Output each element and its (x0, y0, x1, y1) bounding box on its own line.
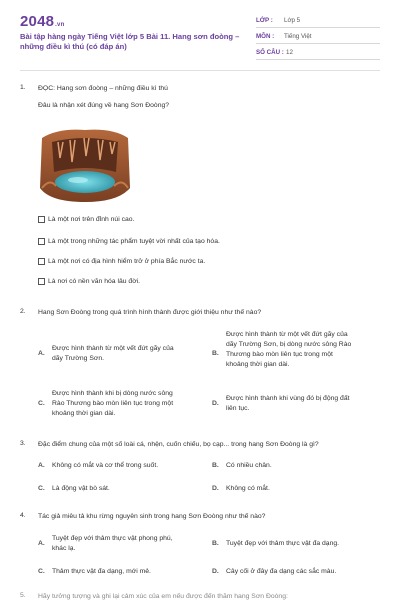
option-letter: C. (38, 568, 45, 575)
site-logo[interactable] (20, 13, 64, 30)
option-letter: D. (212, 400, 219, 407)
option-row[interactable] (38, 276, 140, 286)
option-letter: D. (212, 485, 219, 492)
option-line: liên tục. (226, 405, 250, 412)
header-divider (20, 70, 380, 71)
question-number: 2. (20, 308, 26, 315)
option-row[interactable] (38, 256, 205, 266)
option-b[interactable] (212, 330, 382, 372)
option-text: Cây cối ở đây đa dạng các sắc màu. (226, 568, 337, 575)
meta-subject (256, 30, 380, 44)
checkbox[interactable] (38, 216, 45, 223)
option-letter: A. (38, 462, 45, 469)
option-letter: D. (212, 568, 219, 575)
option-d[interactable] (212, 567, 382, 577)
question-text: ĐỌC: Hang sơn đoòng – những điều kì thú (38, 85, 168, 92)
option-text: Không có mắt và cơ thể trong suốt. (52, 462, 159, 469)
option-line: dãy Trường Sơn. (52, 355, 105, 362)
question-1-options (38, 236, 220, 246)
option-letter: C. (38, 485, 45, 492)
meta-label: LỚP : (256, 17, 273, 24)
option-text: Là một nơi có địa hình hiểm trở ở phía Bắc nước ta. (48, 257, 206, 265)
option-b[interactable] (212, 539, 382, 549)
option-text: Là một nơi trên đỉnh núi cao. (48, 215, 135, 223)
option-text: Là động vật bò sát. (52, 485, 110, 492)
question-text: Hãy tưởng tượng và ghi lại cảm xúc của em nếu được đến thăm hang Sơn Đoòng: (38, 593, 288, 600)
meta-label: MÔN : (256, 33, 275, 40)
option-letter: A. (38, 350, 45, 357)
option-a[interactable] (38, 534, 208, 554)
option-line: dãy Trường Sơn, bị dòng nước sông Rào (226, 341, 352, 348)
option-line: Thương bào mòn liên tục trong một (226, 351, 333, 358)
question-text: Hang Sơn Đoòng trong quá trình hình thành được giới thiệu như thế nào? (38, 309, 262, 316)
meta-value: Lớp 5 (284, 17, 301, 24)
option-d[interactable] (212, 394, 382, 414)
option-c[interactable] (38, 484, 208, 494)
meta-panel (256, 14, 380, 62)
logo-suffix: .vn (55, 22, 65, 28)
meta-count (256, 46, 380, 60)
question-number: 4. (20, 512, 26, 519)
question-number: 3. (20, 440, 26, 447)
option-letter: B. (212, 540, 219, 547)
option-b[interactable] (212, 461, 382, 471)
question-text: Đặc điểm chung của một số loài cá, nhện, cuốn chiếu, bọ cạp... trong hang Sơn Đoòng là gì? (38, 441, 319, 448)
cave-illustration (38, 128, 132, 204)
option-text: Là nơi có nền văn hóa lâu đời. (48, 277, 141, 285)
checkbox[interactable] (38, 278, 45, 285)
option-text: Không có mắt. (226, 485, 270, 492)
option-line: khoảng thời gian dài. (52, 410, 116, 417)
option-line: Được hình thành từ một vết đứt gãy của (52, 345, 174, 352)
question-1-options (38, 214, 134, 224)
option-text: Thảm thực vật đa dạng, mới mẻ. (52, 568, 151, 575)
option-text: Có nhiều chân. (226, 462, 272, 469)
checkbox[interactable] (38, 238, 45, 245)
page-title: Bài tập hàng ngày Tiếng Việt lớp 5 Bài 11. Hang sơn đoòng – những điều kì thú (có đáp án) (20, 32, 240, 51)
option-row[interactable] (38, 214, 134, 224)
option-line: Được hình thành khi bị dòng nước sông (52, 390, 173, 397)
option-text: Là một trong những tác phẩm tuyệt vời nhất của tạo hóa. (48, 237, 220, 245)
option-d[interactable] (212, 484, 382, 494)
option-letter: B. (212, 462, 219, 469)
logo-text: 2048 (20, 13, 55, 30)
checkbox[interactable] (38, 258, 45, 265)
question-number: 1. (20, 84, 26, 91)
option-a[interactable] (38, 344, 208, 364)
option-text: Tuyệt đẹp với thảm thực vật đa dạng. (226, 540, 340, 547)
option-line: Được hình thành từ một vết đứt gãy của (226, 331, 348, 338)
option-line: Tuyệt đẹp với thảm thực vật phong phú, (52, 535, 173, 542)
meta-value: Tiếng Việt (284, 33, 312, 40)
option-c[interactable] (38, 567, 208, 577)
meta-value: 12 (286, 49, 293, 56)
option-letter: A. (38, 540, 45, 547)
question-1-options (38, 276, 140, 286)
page-header (0, 0, 400, 68)
question-number: 5. (20, 592, 26, 599)
option-c[interactable] (38, 389, 208, 421)
option-row[interactable] (38, 236, 220, 246)
option-line: khác lạ. (52, 545, 76, 552)
meta-label: SỐ CÂU : (256, 49, 284, 56)
option-line: khoảng thời gian dài. (226, 361, 290, 368)
option-a[interactable] (38, 461, 208, 471)
option-letter: C. (38, 400, 45, 407)
meta-grade (256, 14, 380, 28)
option-letter: B. (212, 350, 219, 357)
option-line: Được hình thành khi vùng đó bị động đất (226, 395, 350, 402)
question-1-options (38, 256, 205, 266)
question-text: Tác giả miêu tả khu rừng nguyên sinh trong hang Sơn Đoòng như thế nào? (38, 513, 266, 520)
question-1-prompt: Đâu là nhận xét đúng về hang Sơn Đoòng? (38, 102, 170, 109)
option-line: Rào Thương bào mòn liên tục trong một (52, 400, 174, 407)
